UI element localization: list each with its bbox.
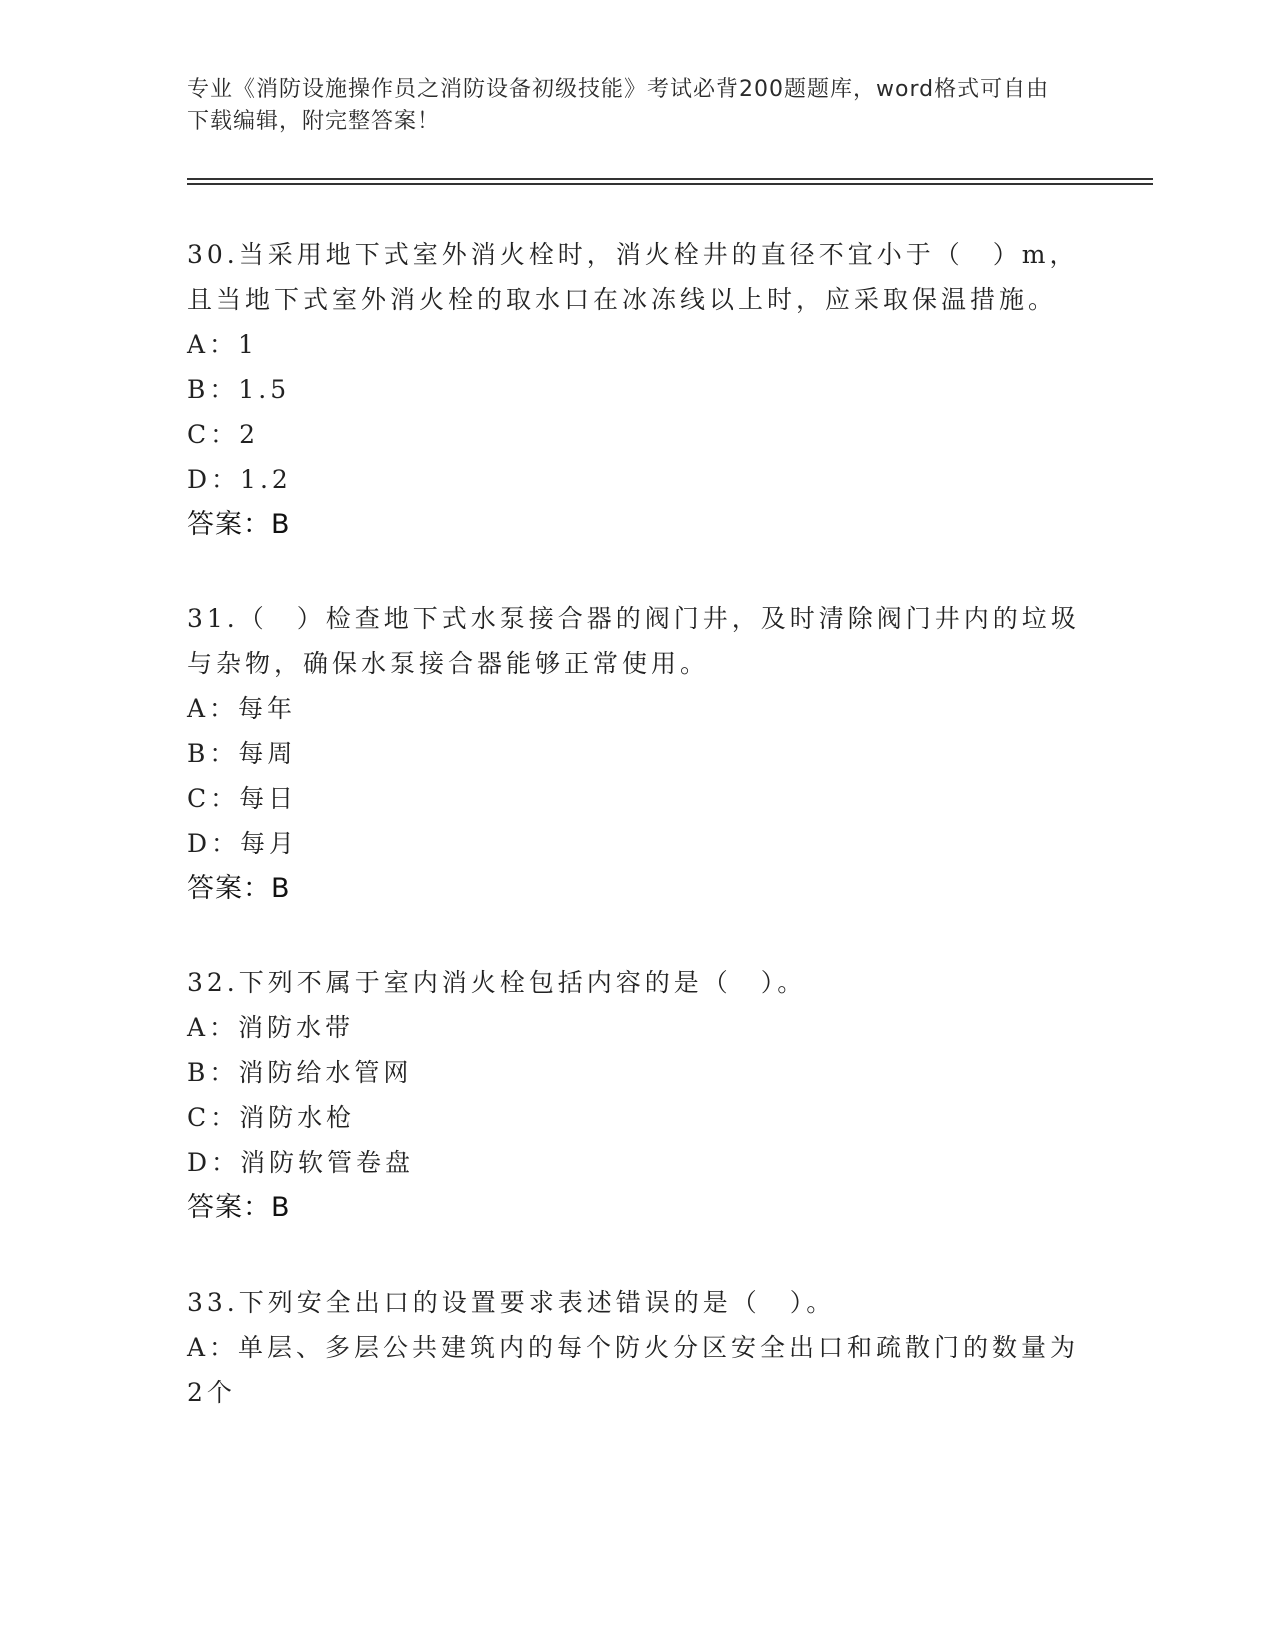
answer: 答案：B <box>187 1192 291 1223</box>
option-d: D：每月 <box>187 829 299 858</box>
question-stem: 30.当采用地下式室外消火栓时，消火栓井的直径不宜小于（ ）m，且当地下式室外消火栓的取水口在冰冻线以上时，应采取保温措施。 <box>187 240 1079 314</box>
answer: 答案：B <box>187 873 291 904</box>
option-a: A：单层、多层公共建筑内的每个防火分区安全出口和疏散门的数量为2个 <box>187 1333 1080 1407</box>
option-b: B：1.5 <box>187 375 291 404</box>
question-stem: 31.（ ）检查地下式水泵接合器的阀门井，及时清除阀门井内的垃圾与杂物，确保水泵接合器能够正常使用。 <box>187 604 1080 678</box>
question-stem: 32.下列不属于室内消火栓包括内容的是（ ）。 <box>187 968 807 997</box>
question-33 <box>187 1280 1087 1415</box>
option-d: D：消防软管卷盘 <box>187 1148 415 1177</box>
option-c: C：消防水枪 <box>187 1103 356 1132</box>
option-d: D：1.2 <box>187 465 292 494</box>
answer: 答案：B <box>187 509 291 540</box>
header-divider-line <box>187 178 1153 180</box>
option-a: A：1 <box>187 330 258 359</box>
question-32 <box>187 960 1087 1231</box>
question-30 <box>187 232 1087 548</box>
question-31 <box>187 596 1087 912</box>
option-c: C：2 <box>187 420 260 449</box>
document-header: 专业《消防设施操作员之消防设备初级技能》考试必背200题题库，word格式可自由下载编辑，附完整答案！ <box>187 77 1050 134</box>
option-a: A：每年 <box>187 694 297 723</box>
option-b: B：消防给水管网 <box>187 1058 413 1087</box>
option-c: C：每日 <box>187 784 298 813</box>
option-a: A：消防水带 <box>187 1013 355 1042</box>
question-stem: 33.下列安全出口的设置要求表述错误的是（ ）。 <box>187 1288 836 1317</box>
option-b: B：每周 <box>187 739 297 768</box>
header-divider-line-secondary <box>187 183 1153 185</box>
